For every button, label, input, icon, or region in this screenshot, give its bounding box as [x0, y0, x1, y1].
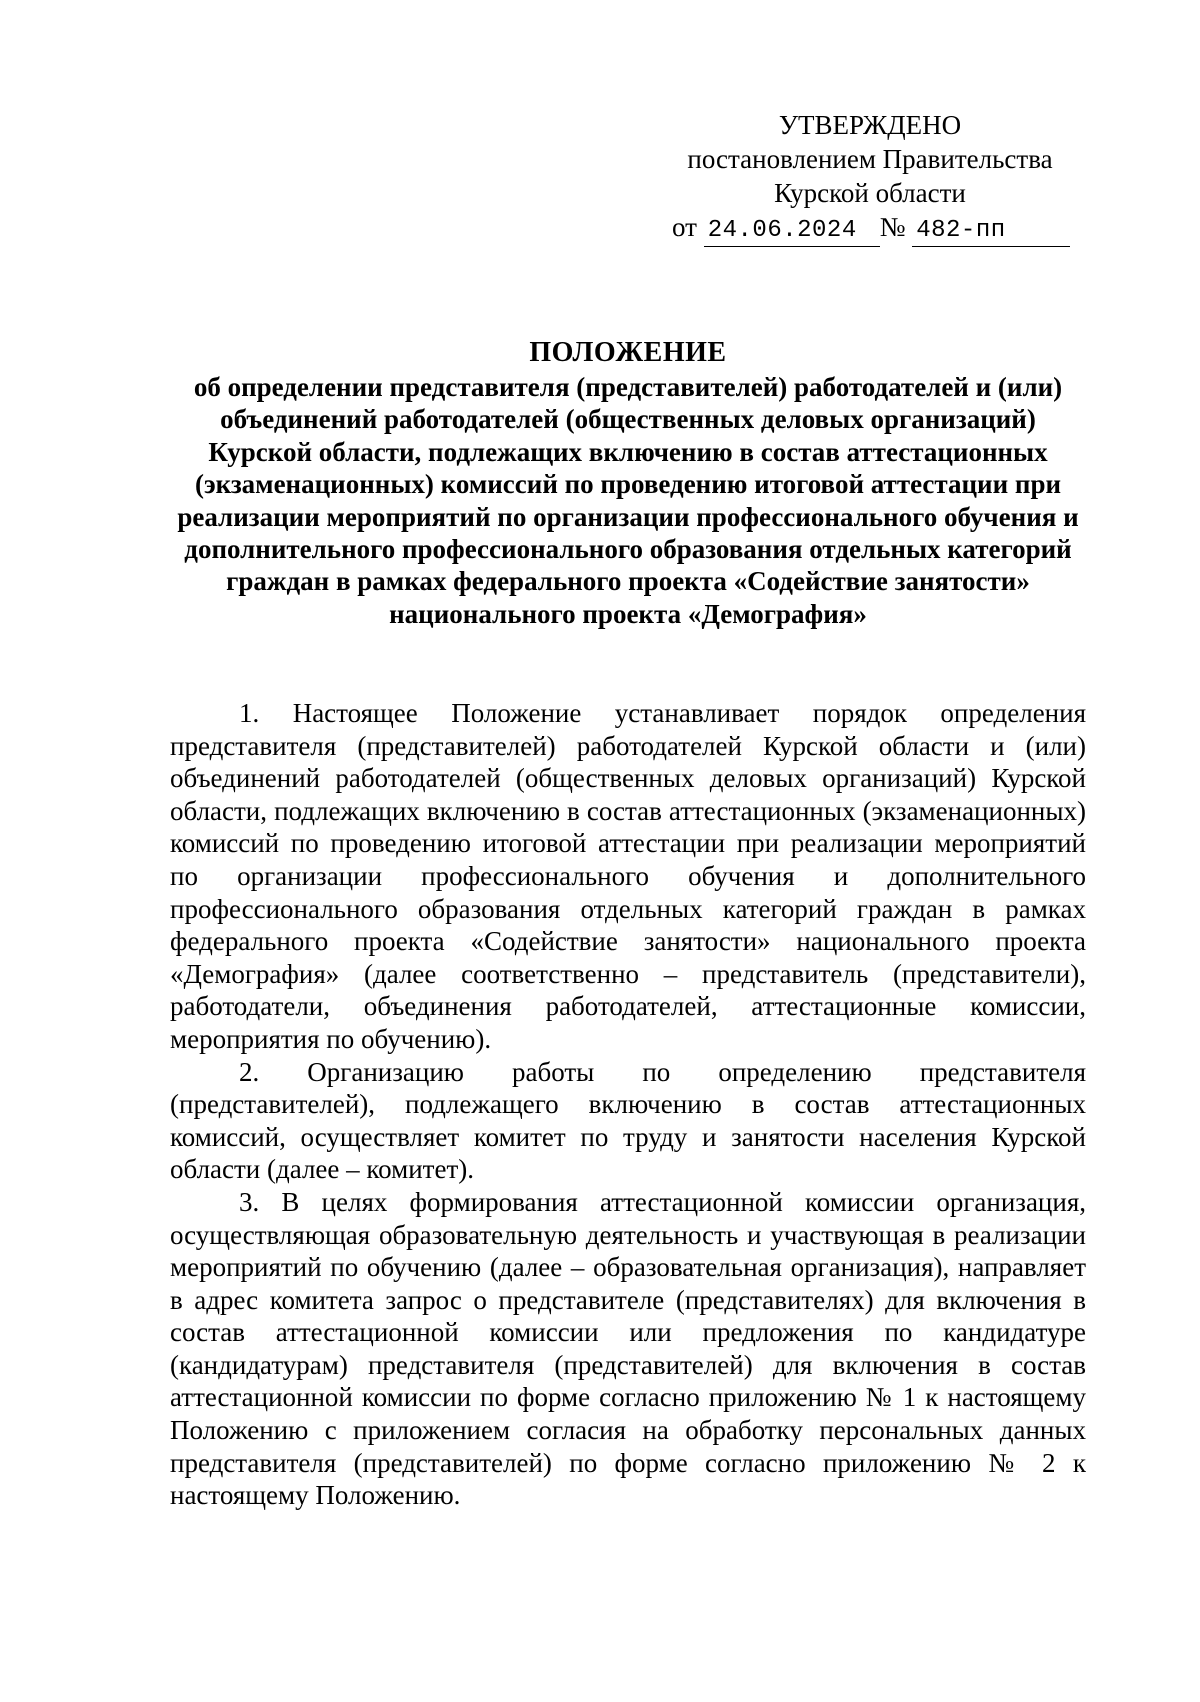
paragraph-1: 1. Настоящее Положение устанавливает порядок определения представителя (представителей) работодателей Курской области и (или) объединений работодателей (общественных деловых организаций) Курской области, подлежащих включению в состав аттестационных (экзаменационных) комиссий по проведению итоговой аттестации при реализации мероприятий по организации профессионального обучения и дополнительного профессионального образования отдельных категорий граждан в рамках федерального проекта «Содействие занятости» национального проекта «Демография» (далее соответственно – представитель (представители), работодатели, объединения работодателей, аттестационные комиссии, мероприятия по обучению).	[170, 698, 1086, 1054]
paragraph-2: 2. Организацию работы по определению представителя (представителей), подлежащего включению в состав аттестационных комиссий, осуществляет комитет по труду и занятости населения Курской области (далее – комитет).	[170, 1056, 1086, 1185]
approval-region: Курской области	[774, 178, 966, 208]
approval-date: 24.06.2024	[704, 217, 880, 247]
date-prefix: от	[672, 212, 697, 242]
document-subtitle: об определении представителя (представителей) работодателей и (или) объединений работодателей (общественных деловых организаций) Курской области, подлежащих включению в состав аттестационных (экзаменационных) комиссий по проведению итоговой аттестации при реализации мероприятий по организации профессионального обучения и дополнительного профессионального образования отдельных категорий граждан в рамках федерального проекта «Содействие занятости» национального проекта «Демография»	[177, 372, 1079, 629]
paragraph-3: 3. В целях формирования аттестационной комиссии организация, осуществляющая образовательную деятельность и участвующая в реализации мероприятий по обучению (далее – образовательная организация), направляет в адрес комитета запрос о представителе (представителях) для включения в состав аттестационной комиссии или предложения по кандидатуре (кандидатурам) представителя (представителей) для включения в состав аттестационной комиссии по форме согласно приложению № 1 к настоящему Положению с приложением согласия на обработку персональных данных представителя (представителей) по форме согласно приложению № 2 к настоящему Положению.	[170, 1186, 1086, 1511]
number-prefix: №	[879, 212, 906, 242]
document-heading	[168, 335, 1088, 630]
document-body	[170, 697, 1086, 1512]
approval-authority: постановлением Правительства	[687, 144, 1053, 174]
approval-number: 482-пп	[912, 217, 1070, 247]
document-title: ПОЛОЖЕНИЕ	[529, 337, 727, 368]
approval-stamp	[660, 108, 1080, 247]
approval-heading: УТВЕРЖДЕНО	[778, 110, 962, 140]
approval-date-line	[660, 210, 1080, 247]
